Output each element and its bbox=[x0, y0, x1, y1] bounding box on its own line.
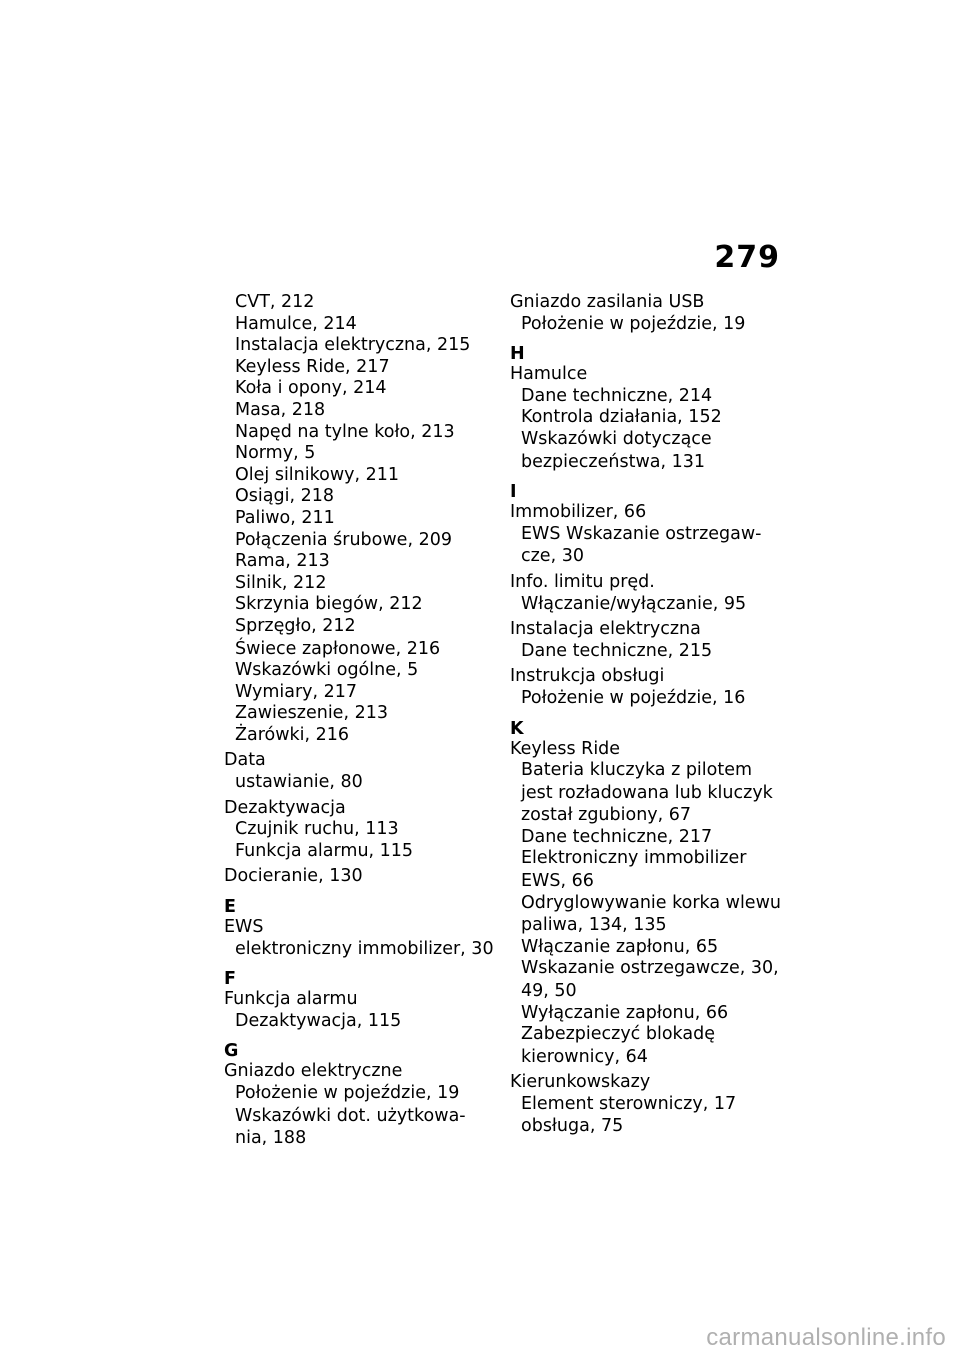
index-subentry: Funkcja alarmu, 115 bbox=[235, 840, 414, 861]
index-letter-heading: E bbox=[224, 897, 236, 918]
index-subentry: obsługa, 75 bbox=[521, 1115, 624, 1136]
index-letter-heading: F bbox=[224, 969, 236, 990]
index-subentry: Świece zapłonowe, 216 bbox=[235, 638, 441, 659]
index-entry: Gniazdo zasilania USB bbox=[510, 292, 705, 312]
index-subentry: Wskazówki dot. użytkowa- bbox=[235, 1105, 466, 1126]
index-subentry: CVT, 212 bbox=[235, 292, 315, 312]
index-subentry: Bateria kluczyka z pilotem bbox=[521, 760, 753, 781]
index-subentry: Hamulce, 214 bbox=[235, 313, 357, 334]
index-subentry: jest rozładowana lub kluczyk bbox=[521, 782, 773, 803]
index-subentry: Instalacja elektryczna, 215 bbox=[235, 335, 471, 356]
index-subentry: Napęd na tylne koło, 213 bbox=[235, 421, 455, 442]
index-subentry: Wymiary, 217 bbox=[235, 681, 358, 702]
index-entry: Docieranie, 130 bbox=[224, 866, 363, 887]
index-subentry: Położenie w pojeździe, 16 bbox=[521, 687, 746, 708]
index-entry: Immobilizer, 66 bbox=[510, 502, 647, 523]
page-number: 279 bbox=[714, 240, 780, 275]
index-subentry: Położenie w pojeździe, 19 bbox=[521, 313, 746, 334]
index-subentry: Dane techniczne, 217 bbox=[521, 826, 713, 847]
index-entry: EWS bbox=[224, 917, 264, 938]
index-subentry: Paliwo, 211 bbox=[235, 507, 335, 528]
index-subentry: Kontrola działania, 152 bbox=[521, 407, 722, 428]
index-subentry: Żarówki, 216 bbox=[235, 724, 350, 745]
index-subentry: Włączanie/wyłączanie, 95 bbox=[521, 593, 747, 614]
index-subentry: bezpieczeństwa, 131 bbox=[521, 451, 706, 472]
index-subentry: Czujnik ruchu, 113 bbox=[235, 819, 399, 840]
index-subentry: paliwa, 134, 135 bbox=[521, 915, 667, 936]
index-entry: Keyless Ride bbox=[510, 738, 621, 759]
index-entry: Gniazdo elektryczne bbox=[224, 1061, 403, 1082]
index-entry: Instrukcja obsługi bbox=[510, 666, 665, 687]
index-subentry: EWS, 66 bbox=[521, 871, 594, 892]
index-subentry: kierownicy, 64 bbox=[521, 1046, 648, 1067]
index-subentry: Położenie w pojeździe, 19 bbox=[235, 1083, 460, 1103]
index-subentry: Masa, 218 bbox=[235, 399, 326, 420]
index-entry: Info. limitu pręd. bbox=[510, 571, 655, 592]
index-entry: Hamulce bbox=[510, 364, 588, 385]
index-entry: Instalacja elektryczna bbox=[510, 619, 701, 640]
index-subentry: został zgubiony, 67 bbox=[521, 805, 692, 826]
index-subentry: cze, 30 bbox=[521, 546, 584, 567]
index-entry: Kierunkowskazy bbox=[510, 1072, 651, 1093]
watermark: carmanualsonline.info bbox=[706, 1324, 946, 1351]
index-subentry: Połączenia śrubowe, 209 bbox=[235, 529, 452, 550]
index-subentry: Wyłączanie zapłonu, 66 bbox=[521, 1002, 729, 1023]
index-subentry: Silnik, 212 bbox=[235, 572, 327, 593]
index-subentry: Odryglowywanie korka wlewu bbox=[521, 892, 781, 913]
index-letter-heading: H bbox=[510, 344, 525, 365]
index-subentry: Zawieszenie, 213 bbox=[235, 703, 388, 724]
index-subentry: Zabezpieczyć blokadę bbox=[521, 1024, 715, 1045]
index-subentry: Koła i opony, 214 bbox=[235, 378, 387, 399]
index-subentry: ustawianie, 80 bbox=[235, 772, 363, 793]
index-subentry: Element sterowniczy, 17 bbox=[521, 1094, 737, 1114]
index-column-right bbox=[510, 292, 780, 1137]
index-letter-heading: G bbox=[224, 1041, 239, 1062]
index-subentry: Elektroniczny immobilizer bbox=[521, 848, 747, 869]
index-subentry: elektroniczny immobilizer, 30 bbox=[235, 938, 494, 959]
index-subentry: nia, 188 bbox=[235, 1128, 307, 1149]
index-subentry: Olej silnikowy, 211 bbox=[235, 464, 400, 485]
index-subentry: Skrzynia biegów, 212 bbox=[235, 594, 423, 615]
index-subentry: Włączanie zapłonu, 65 bbox=[521, 936, 719, 957]
index-subentry: EWS Wskazanie ostrzegaw- bbox=[521, 523, 762, 544]
index-letter-heading: K bbox=[510, 718, 524, 739]
index-subentry: Normy, 5 bbox=[235, 443, 316, 464]
index-subentry: 49, 50 bbox=[521, 981, 577, 1002]
index-subentry: Osiągi, 218 bbox=[235, 486, 334, 507]
index-entry: Dezaktywacja bbox=[224, 797, 346, 818]
index-subentry: Wskazanie ostrzegawcze, 30, bbox=[521, 958, 779, 979]
index-subentry: Wskazówki ogólne, 5 bbox=[235, 660, 419, 681]
index-entry: Data bbox=[224, 750, 266, 771]
index-subentry: Rama, 213 bbox=[235, 551, 330, 572]
index-entry: Funkcja alarmu bbox=[224, 989, 358, 1010]
index-subentry: Wskazówki dotyczące bbox=[521, 428, 712, 449]
index-letter-heading: I bbox=[510, 482, 517, 503]
index-subentry: Keyless Ride, 217 bbox=[235, 356, 390, 377]
index-subentry: Dezaktywacja, 115 bbox=[235, 1010, 402, 1031]
index-subentry: Sprzęgło, 212 bbox=[235, 615, 356, 636]
index-column-left bbox=[224, 292, 494, 1150]
index-subentry: Dane techniczne, 214 bbox=[521, 385, 713, 406]
index-subentry: Dane techniczne, 215 bbox=[521, 640, 713, 661]
